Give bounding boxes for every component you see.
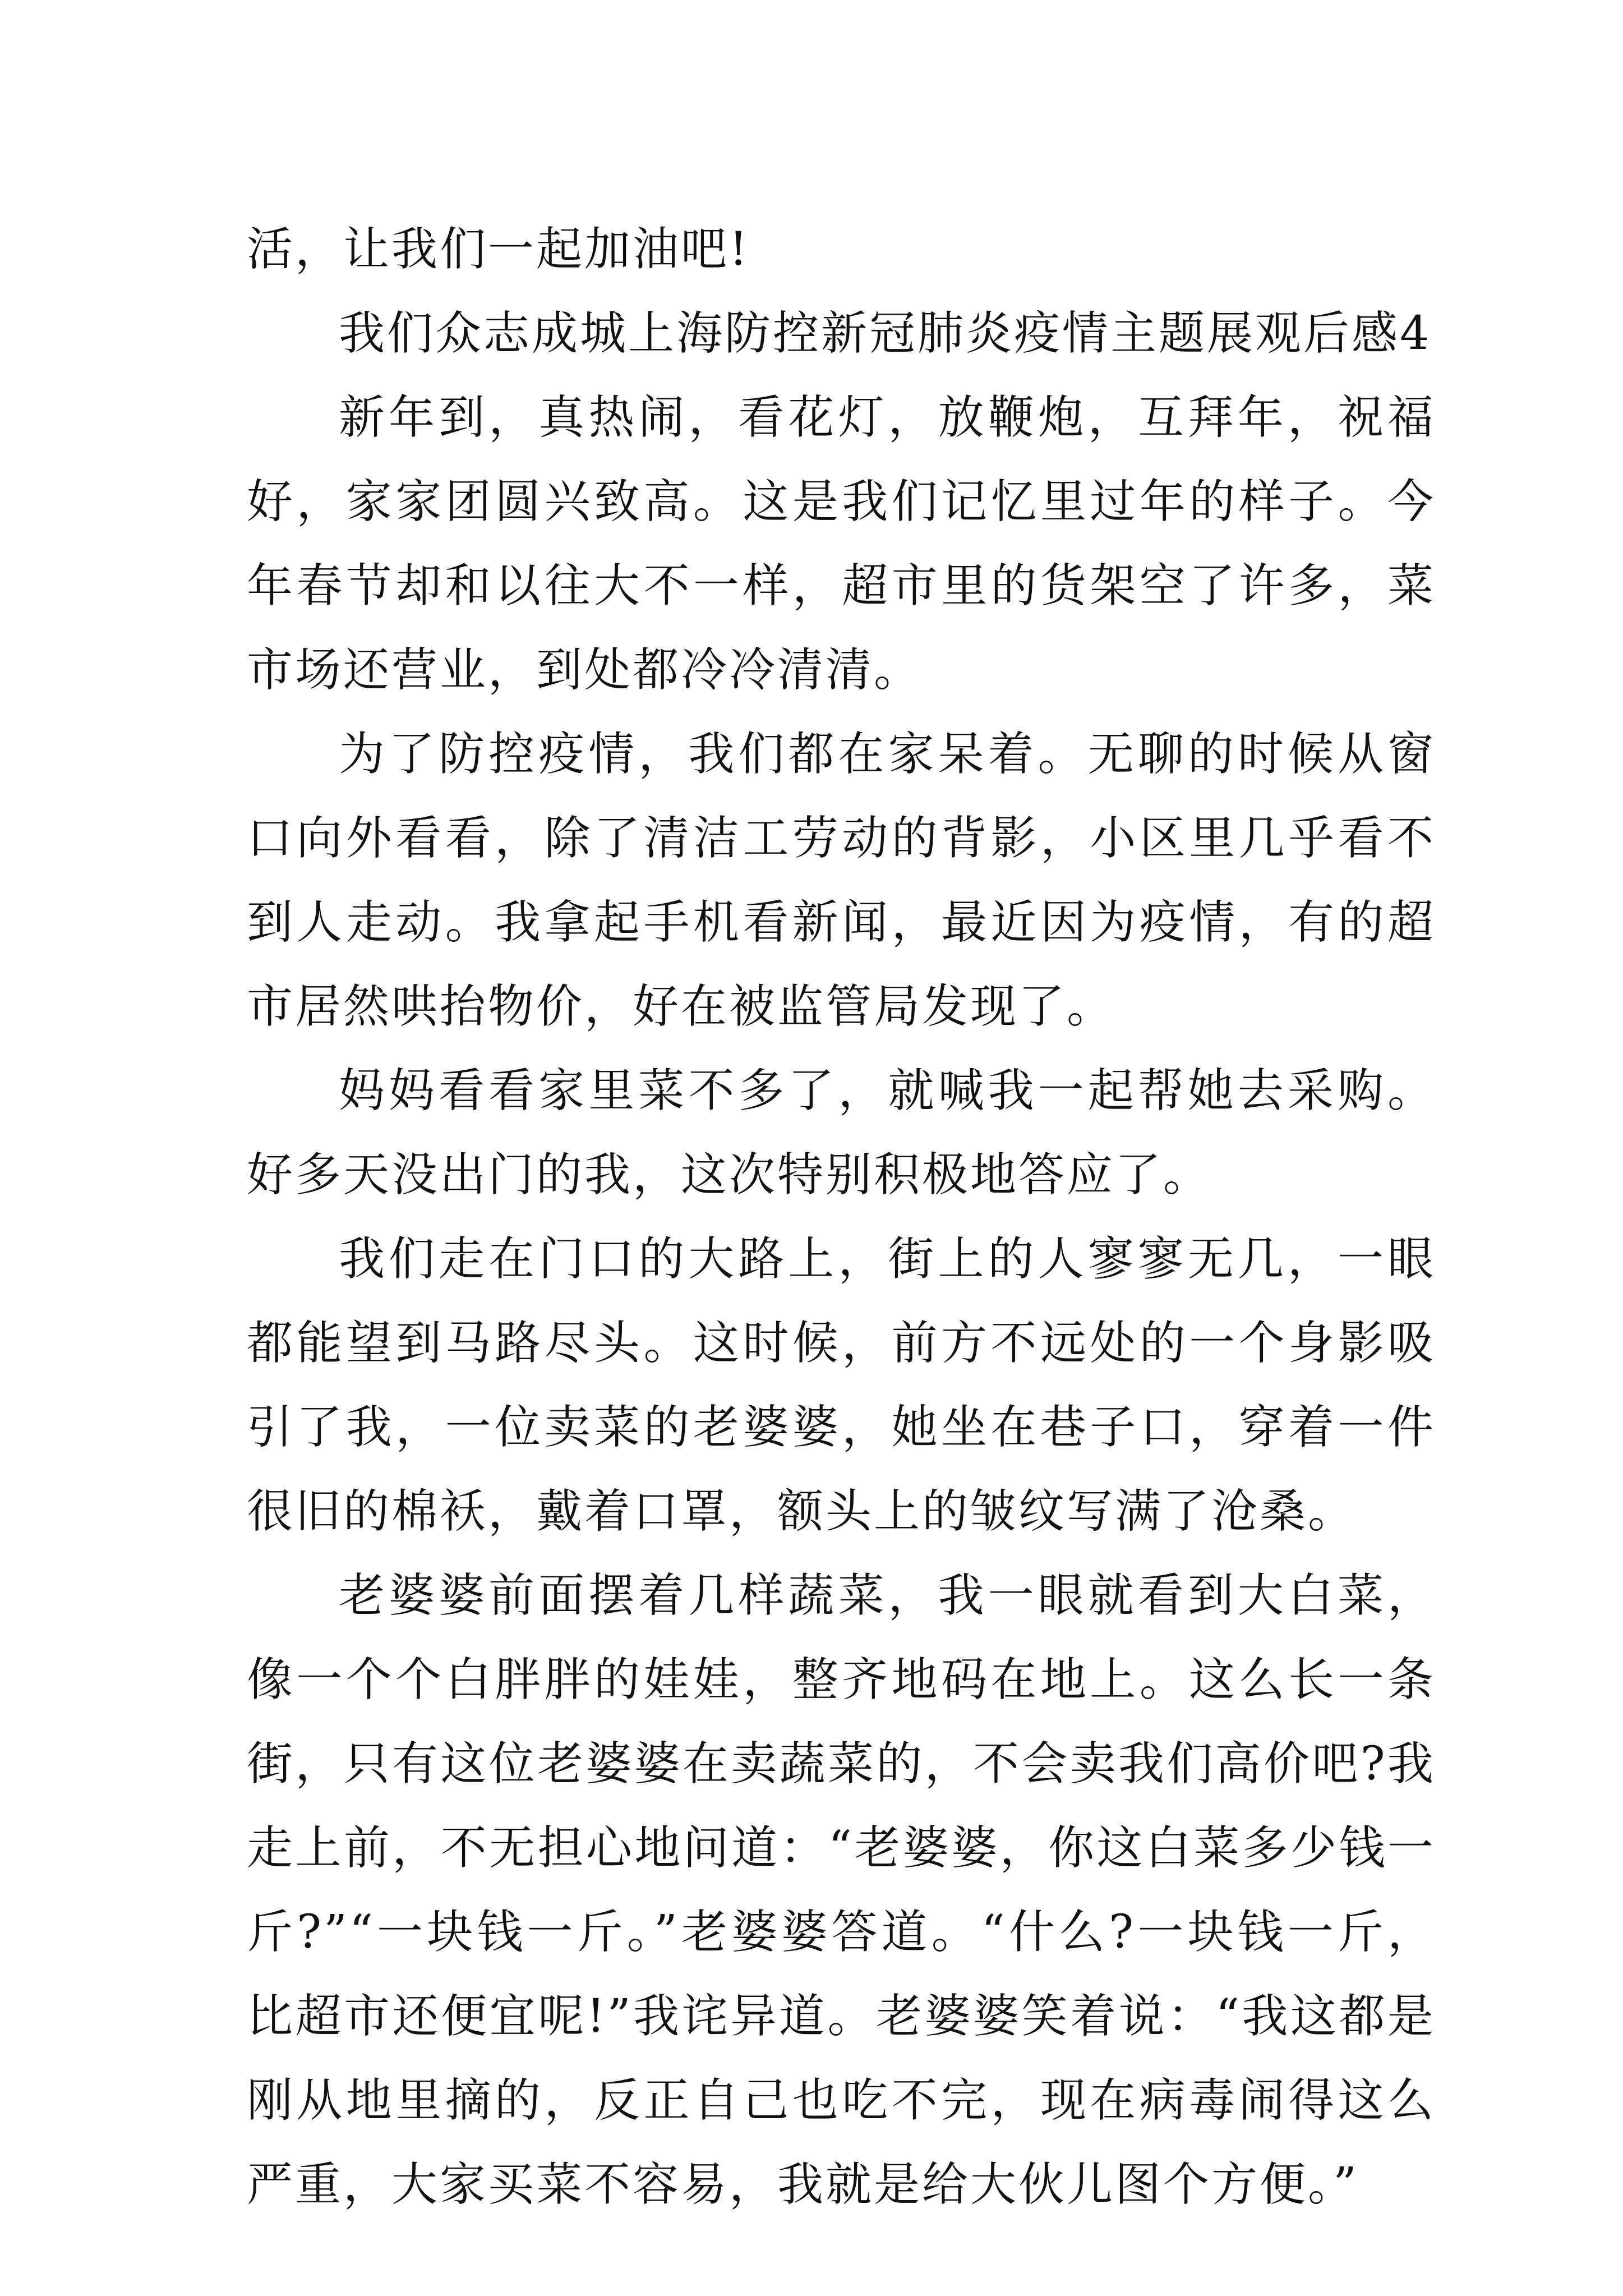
paragraph-street: 我们走在门口的大路上，街上的人寥寥无几，一眼都能望到马路尽头。这时候，前方不远处的一个身影吸引了我，一位卖菜的老婆婆，她坐在巷子口，穿着一件很旧的棉袄，戴着口罩，额头上的皱纹写满了沧桑。: [247, 1232, 1436, 1538]
paragraph-shopping: 妈妈看看家里菜不多了，就喊我一起帮她去采购。好多天没出门的我，这次特别积极地答应了。: [247, 1064, 1436, 1202]
paragraph-new-year: 新年到，真热闹，看花灯，放鞭炮，互拜年，祝福好，家家团圆兴致高。这是我们记忆里过年的样子。今年春节却和以往大不一样，超市里的货架空了许多，菜市场还营业，到处都冷冷清清。: [247, 391, 1436, 697]
paragraph-old-woman: 老婆婆前面摆着几样蔬菜，我一眼就看到大白菜，像一个个白胖胖的娃娃，整齐地码在地上。这么长一条街，只有这位老婆婆在卖蔬菜的，不会卖我们高价吧?我走上前，不无担心地问道：“老婆婆，你这白菜多少钱一斤?”“一块钱一斤。”老婆婆答道。“什么?一块钱一斤，比超市还便宜呢!”我诧异道。老婆婆笑着说：“我这都是刚从地里摘的，反正自己也吃不完，现在病毒闹得这么严重，大家买菜不容易，我就是给大伙儿图个方便。”: [247, 1569, 1436, 2211]
paragraph-continuation: 活，让我们一起加油吧!: [247, 223, 750, 276]
paragraph-stay-home: 为了防控疫情，我们都在家呆着。无聊的时候从窗口向外看看，除了清洁工劳动的背影，小区里几乎看不到人走动。我拿起手机看新闻，最近因为疫情，有的超市居然哄抬物价，好在被监管局发现了。: [247, 728, 1436, 1033]
article-body: [247, 208, 1436, 2227]
section-heading: 我们众志成城上海防控新冠肺炎疫情主题展观后感4: [339, 307, 1432, 360]
